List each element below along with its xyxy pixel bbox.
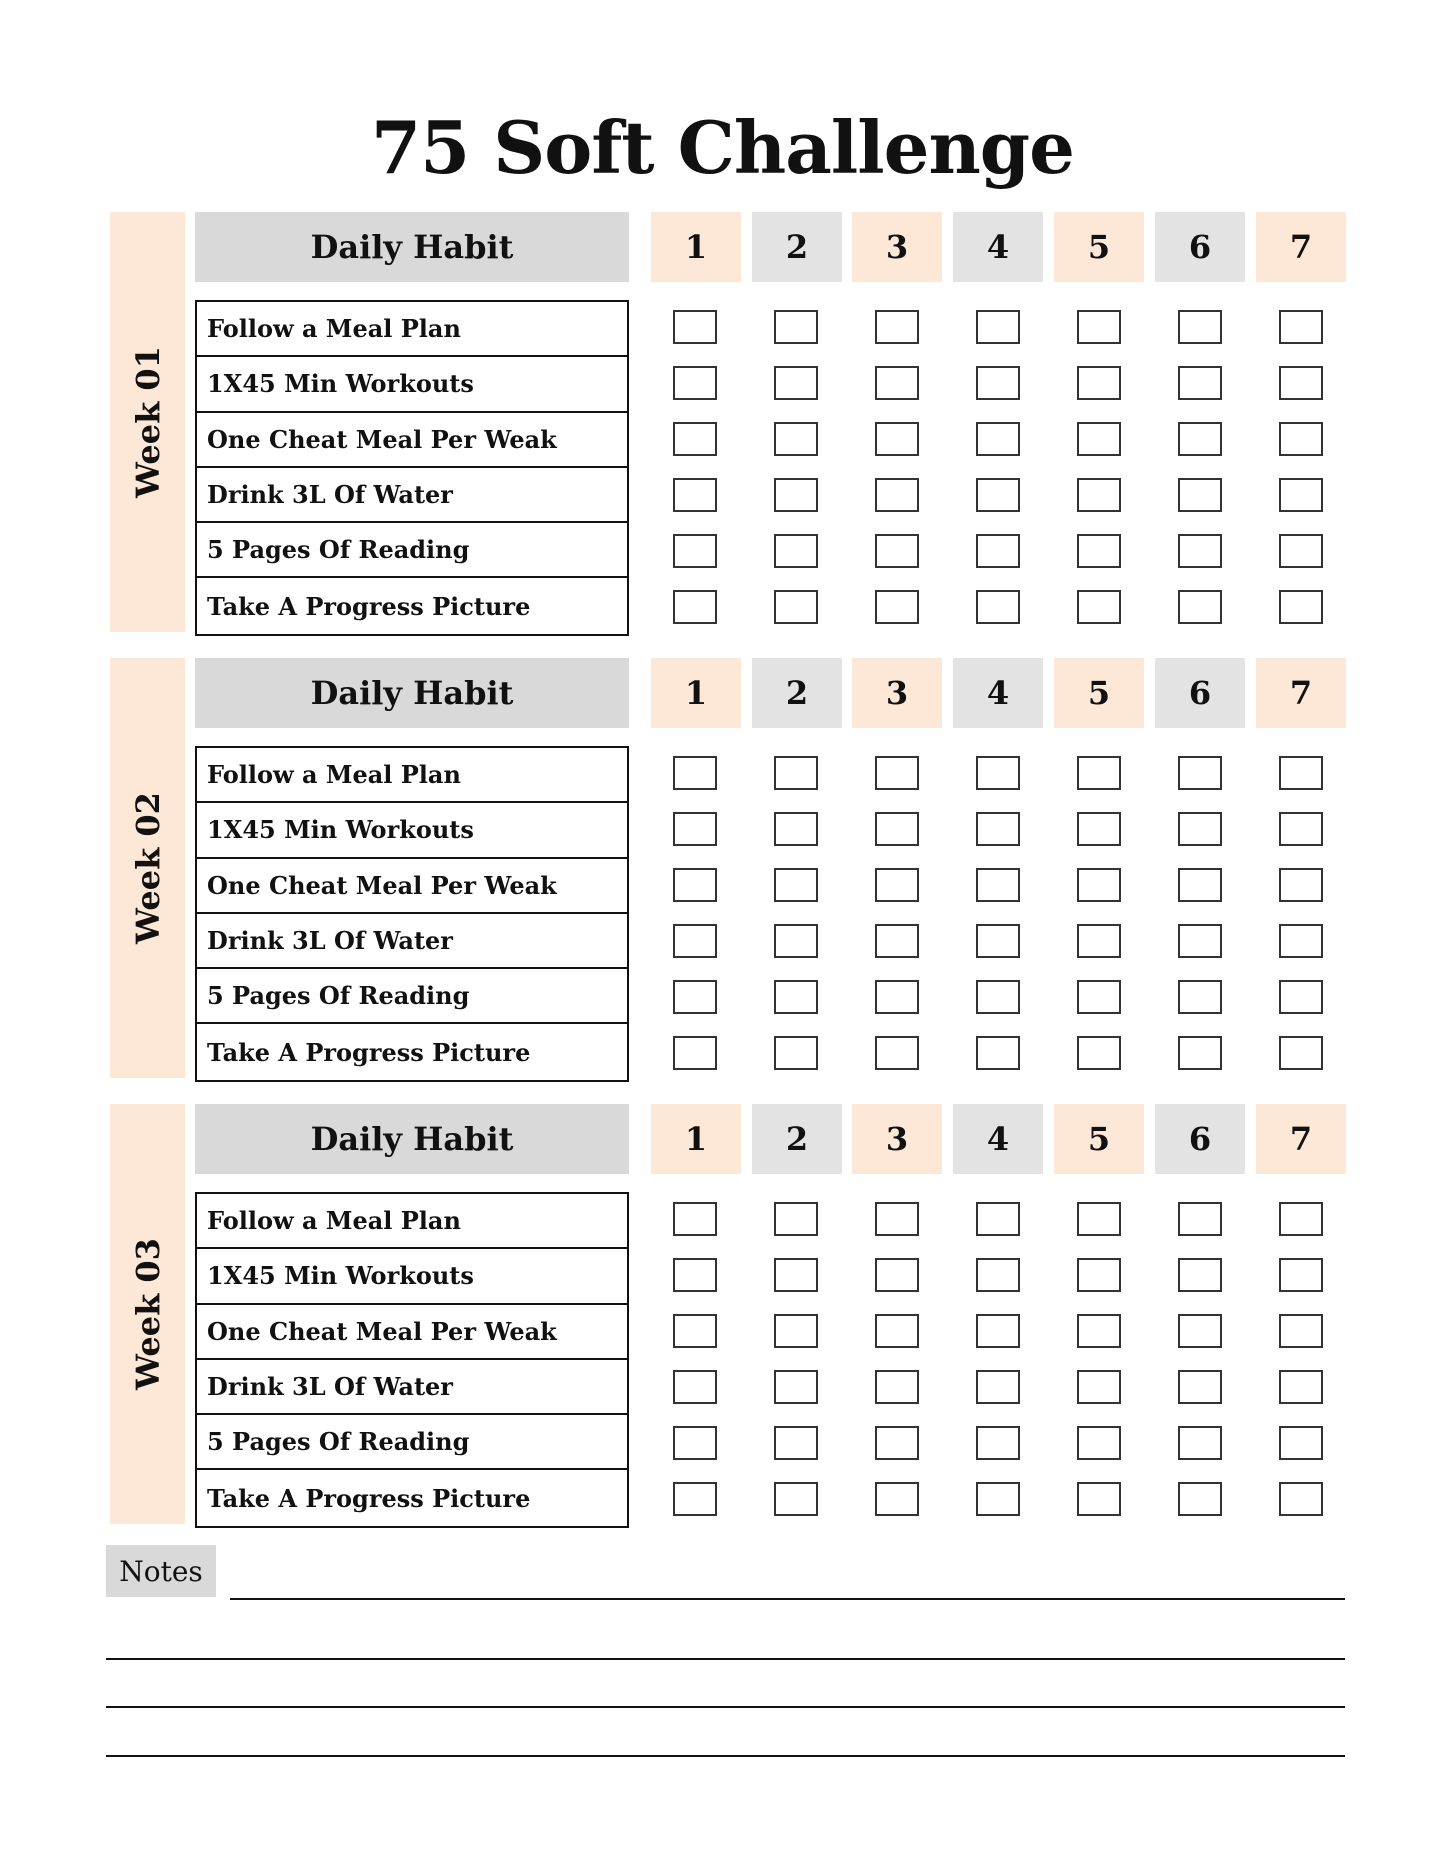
day-checkbox[interactable] <box>1077 310 1121 344</box>
day-checkbox[interactable] <box>774 1202 818 1236</box>
day-header: 7 <box>1256 1104 1346 1174</box>
day-checkbox[interactable] <box>976 1482 1020 1516</box>
week-label: Week 02 <box>128 792 167 944</box>
note-line[interactable] <box>106 1706 1345 1708</box>
day-checkbox[interactable] <box>1178 478 1222 512</box>
habit-row: Drink 3L Of Water <box>197 468 627 523</box>
day-checkbox[interactable] <box>1178 534 1222 568</box>
day-checkbox[interactable] <box>976 478 1020 512</box>
day-checkbox[interactable] <box>774 1482 818 1516</box>
day-checkbox[interactable] <box>673 1314 717 1348</box>
day-header: 2 <box>752 658 842 728</box>
day-checkbox[interactable] <box>673 1482 717 1516</box>
day-checkbox[interactable] <box>774 1314 818 1348</box>
day-checkbox[interactable] <box>976 1202 1020 1236</box>
day-checkbox[interactable] <box>774 812 818 846</box>
day-checkbox[interactable] <box>1279 1426 1323 1460</box>
day-header: 5 <box>1054 212 1144 282</box>
day-checkbox[interactable] <box>673 590 717 624</box>
day-checkbox[interactable] <box>1279 812 1323 846</box>
day-header: 3 <box>852 1104 942 1174</box>
day-checkbox[interactable] <box>1077 1036 1121 1070</box>
day-header: 5 <box>1054 658 1144 728</box>
day-checkbox[interactable] <box>774 980 818 1014</box>
day-checkbox[interactable] <box>875 422 919 456</box>
day-checkbox[interactable] <box>976 924 1020 958</box>
day-checkbox[interactable] <box>673 310 717 344</box>
day-checkbox[interactable] <box>1077 422 1121 456</box>
day-checkbox[interactable] <box>1279 422 1323 456</box>
day-checkbox[interactable] <box>1077 980 1121 1014</box>
day-header: 6 <box>1155 1104 1245 1174</box>
day-checkbox[interactable] <box>976 534 1020 568</box>
day-checkbox[interactable] <box>673 478 717 512</box>
day-checkbox[interactable] <box>976 868 1020 902</box>
day-checkbox[interactable] <box>875 590 919 624</box>
page-title: 75 Soft Challenge <box>371 105 1074 190</box>
habit-list <box>195 1192 629 1528</box>
daily-habit-header: Daily Habit <box>195 658 629 728</box>
day-header: 7 <box>1256 658 1346 728</box>
day-checkbox[interactable] <box>976 1370 1020 1404</box>
habit-row: 5 Pages Of Reading <box>197 969 627 1024</box>
note-line[interactable] <box>230 1598 1345 1600</box>
day-checkbox[interactable] <box>976 422 1020 456</box>
day-header: 2 <box>752 1104 842 1174</box>
habit-row: One Cheat Meal Per Weak <box>197 1305 627 1360</box>
day-checkbox[interactable] <box>774 1258 818 1292</box>
day-checkbox[interactable] <box>774 590 818 624</box>
day-checkbox[interactable] <box>875 1258 919 1292</box>
day-header: 4 <box>953 658 1043 728</box>
habit-row: 5 Pages Of Reading <box>197 523 627 578</box>
week-sidebar <box>110 212 185 632</box>
day-checkbox[interactable] <box>1077 534 1121 568</box>
day-checkbox[interactable] <box>673 1202 717 1236</box>
habit-row: One Cheat Meal Per Weak <box>197 859 627 914</box>
day-checkbox[interactable] <box>1178 980 1222 1014</box>
day-checkbox[interactable] <box>976 1036 1020 1070</box>
week-block <box>0 212 1445 632</box>
day-checkbox[interactable] <box>1279 1258 1323 1292</box>
day-checkbox[interactable] <box>1178 924 1222 958</box>
day-checkbox[interactable] <box>673 980 717 1014</box>
day-checkbox[interactable] <box>774 1370 818 1404</box>
day-checkbox[interactable] <box>1279 366 1323 400</box>
day-checkbox[interactable] <box>673 756 717 790</box>
day-checkbox[interactable] <box>1279 868 1323 902</box>
habit-row: Take A Progress Picture <box>207 1483 531 1513</box>
day-checkbox[interactable] <box>1279 1036 1323 1070</box>
day-checkbox[interactable] <box>1178 1426 1222 1460</box>
day-checkbox[interactable] <box>875 1036 919 1070</box>
day-checkbox[interactable] <box>1077 1202 1121 1236</box>
habit-row: Drink 3L Of Water <box>197 1360 627 1415</box>
day-checkbox[interactable] <box>774 422 818 456</box>
day-checkbox[interactable] <box>774 366 818 400</box>
daily-habit-header: Daily Habit <box>195 212 629 282</box>
day-checkbox[interactable] <box>976 590 1020 624</box>
day-checkbox[interactable] <box>1077 1426 1121 1460</box>
day-checkbox[interactable] <box>875 310 919 344</box>
day-checkbox[interactable] <box>875 1202 919 1236</box>
day-header: 1 <box>651 658 741 728</box>
day-checkbox[interactable] <box>774 868 818 902</box>
habit-row: Drink 3L Of Water <box>197 914 627 969</box>
day-checkbox[interactable] <box>673 422 717 456</box>
day-checkbox[interactable] <box>1279 1314 1323 1348</box>
day-checkbox[interactable] <box>1178 812 1222 846</box>
day-checkbox[interactable] <box>1279 1370 1323 1404</box>
daily-habit-header: Daily Habit <box>195 1104 629 1174</box>
day-header: 3 <box>852 658 942 728</box>
day-checkbox[interactable] <box>976 310 1020 344</box>
day-checkbox[interactable] <box>1279 980 1323 1014</box>
day-checkbox[interactable] <box>1077 756 1121 790</box>
day-checkbox[interactable] <box>1077 868 1121 902</box>
day-checkbox[interactable] <box>673 1426 717 1460</box>
day-checkbox[interactable] <box>774 756 818 790</box>
day-checkbox[interactable] <box>1279 756 1323 790</box>
day-checkbox[interactable] <box>976 1426 1020 1460</box>
habit-row: Take A Progress Picture <box>207 591 531 621</box>
week-label: Week 03 <box>128 1238 167 1390</box>
habit-row: 1X45 Min Workouts <box>197 357 627 412</box>
day-checkbox[interactable] <box>1178 1036 1222 1070</box>
day-checkbox[interactable] <box>1077 1370 1121 1404</box>
day-checkbox[interactable] <box>1279 924 1323 958</box>
day-header: 1 <box>651 1104 741 1174</box>
day-checkbox[interactable] <box>774 478 818 512</box>
day-header: 2 <box>752 212 842 282</box>
day-checkbox[interactable] <box>875 1482 919 1516</box>
day-checkbox[interactable] <box>1077 812 1121 846</box>
day-checkbox[interactable] <box>1279 1202 1323 1236</box>
day-header: 7 <box>1256 212 1346 282</box>
week-block <box>0 658 1445 1078</box>
habit-row: 1X45 Min Workouts <box>197 803 627 858</box>
day-checkbox[interactable] <box>875 812 919 846</box>
day-checkbox[interactable] <box>1279 1482 1323 1516</box>
day-checkbox[interactable] <box>1178 1370 1222 1404</box>
day-checkbox[interactable] <box>1178 756 1222 790</box>
habit-row: Follow a Meal Plan <box>197 302 627 357</box>
day-checkbox[interactable] <box>1077 1482 1121 1516</box>
day-checkbox[interactable] <box>976 1258 1020 1292</box>
day-checkbox[interactable] <box>875 980 919 1014</box>
habit-row: 5 Pages Of Reading <box>197 1415 627 1470</box>
day-checkbox[interactable] <box>1178 1202 1222 1236</box>
day-header: 3 <box>852 212 942 282</box>
day-checkbox[interactable] <box>875 534 919 568</box>
habit-row: Take A Progress Picture <box>207 1037 531 1067</box>
day-checkbox[interactable] <box>673 1258 717 1292</box>
day-checkbox[interactable] <box>1279 478 1323 512</box>
day-checkbox[interactable] <box>976 812 1020 846</box>
day-checkbox[interactable] <box>673 924 717 958</box>
week-sidebar <box>110 1104 185 1524</box>
day-checkbox[interactable] <box>976 1314 1020 1348</box>
day-header: 1 <box>651 212 741 282</box>
habit-list <box>195 746 629 1082</box>
day-checkbox[interactable] <box>1077 1314 1121 1348</box>
day-checkbox[interactable] <box>875 478 919 512</box>
day-checkbox[interactable] <box>976 980 1020 1014</box>
day-checkbox[interactable] <box>774 924 818 958</box>
day-checkbox[interactable] <box>673 868 717 902</box>
day-checkbox[interactable] <box>673 366 717 400</box>
day-checkbox[interactable] <box>1279 534 1323 568</box>
day-header: 6 <box>1155 658 1245 728</box>
day-checkbox[interactable] <box>774 310 818 344</box>
day-checkbox[interactable] <box>1178 1482 1222 1516</box>
day-checkbox[interactable] <box>1077 924 1121 958</box>
day-checkbox[interactable] <box>1178 310 1222 344</box>
day-checkbox[interactable] <box>673 812 717 846</box>
day-checkbox[interactable] <box>1178 590 1222 624</box>
day-checkbox[interactable] <box>875 924 919 958</box>
day-checkbox[interactable] <box>1279 310 1323 344</box>
day-checkbox[interactable] <box>1077 478 1121 512</box>
habit-row: Follow a Meal Plan <box>197 748 627 803</box>
day-checkbox[interactable] <box>976 366 1020 400</box>
day-checkbox[interactable] <box>875 868 919 902</box>
day-checkbox[interactable] <box>1178 868 1222 902</box>
day-checkbox[interactable] <box>774 1036 818 1070</box>
day-checkbox[interactable] <box>1178 1258 1222 1292</box>
day-header: 4 <box>953 1104 1043 1174</box>
day-checkbox[interactable] <box>1178 1314 1222 1348</box>
habit-row: One Cheat Meal Per Weak <box>197 413 627 468</box>
habit-row: 1X45 Min Workouts <box>197 1249 627 1304</box>
day-checkbox[interactable] <box>875 756 919 790</box>
day-checkbox[interactable] <box>1178 366 1222 400</box>
day-checkbox[interactable] <box>1077 590 1121 624</box>
day-checkbox[interactable] <box>673 1370 717 1404</box>
day-checkbox[interactable] <box>1077 366 1121 400</box>
day-checkbox[interactable] <box>1178 422 1222 456</box>
day-checkbox[interactable] <box>673 1036 717 1070</box>
week-label: Week 01 <box>128 346 167 498</box>
day-checkbox[interactable] <box>774 534 818 568</box>
habit-list <box>195 300 629 636</box>
day-header: 5 <box>1054 1104 1144 1174</box>
day-checkbox[interactable] <box>976 756 1020 790</box>
note-line[interactable] <box>106 1658 1345 1660</box>
day-checkbox[interactable] <box>1279 590 1323 624</box>
day-checkbox[interactable] <box>875 1370 919 1404</box>
day-checkbox[interactable] <box>875 366 919 400</box>
day-header: 6 <box>1155 212 1245 282</box>
day-checkbox[interactable] <box>875 1426 919 1460</box>
day-checkbox[interactable] <box>774 1426 818 1460</box>
week-sidebar <box>110 658 185 1078</box>
note-line[interactable] <box>106 1755 1345 1757</box>
notes-label: Notes <box>106 1545 216 1597</box>
day-header: 4 <box>953 212 1043 282</box>
day-checkbox[interactable] <box>673 534 717 568</box>
habit-row: Follow a Meal Plan <box>197 1194 627 1249</box>
day-checkbox[interactable] <box>875 1314 919 1348</box>
day-checkbox[interactable] <box>1077 1258 1121 1292</box>
week-block <box>0 1104 1445 1524</box>
